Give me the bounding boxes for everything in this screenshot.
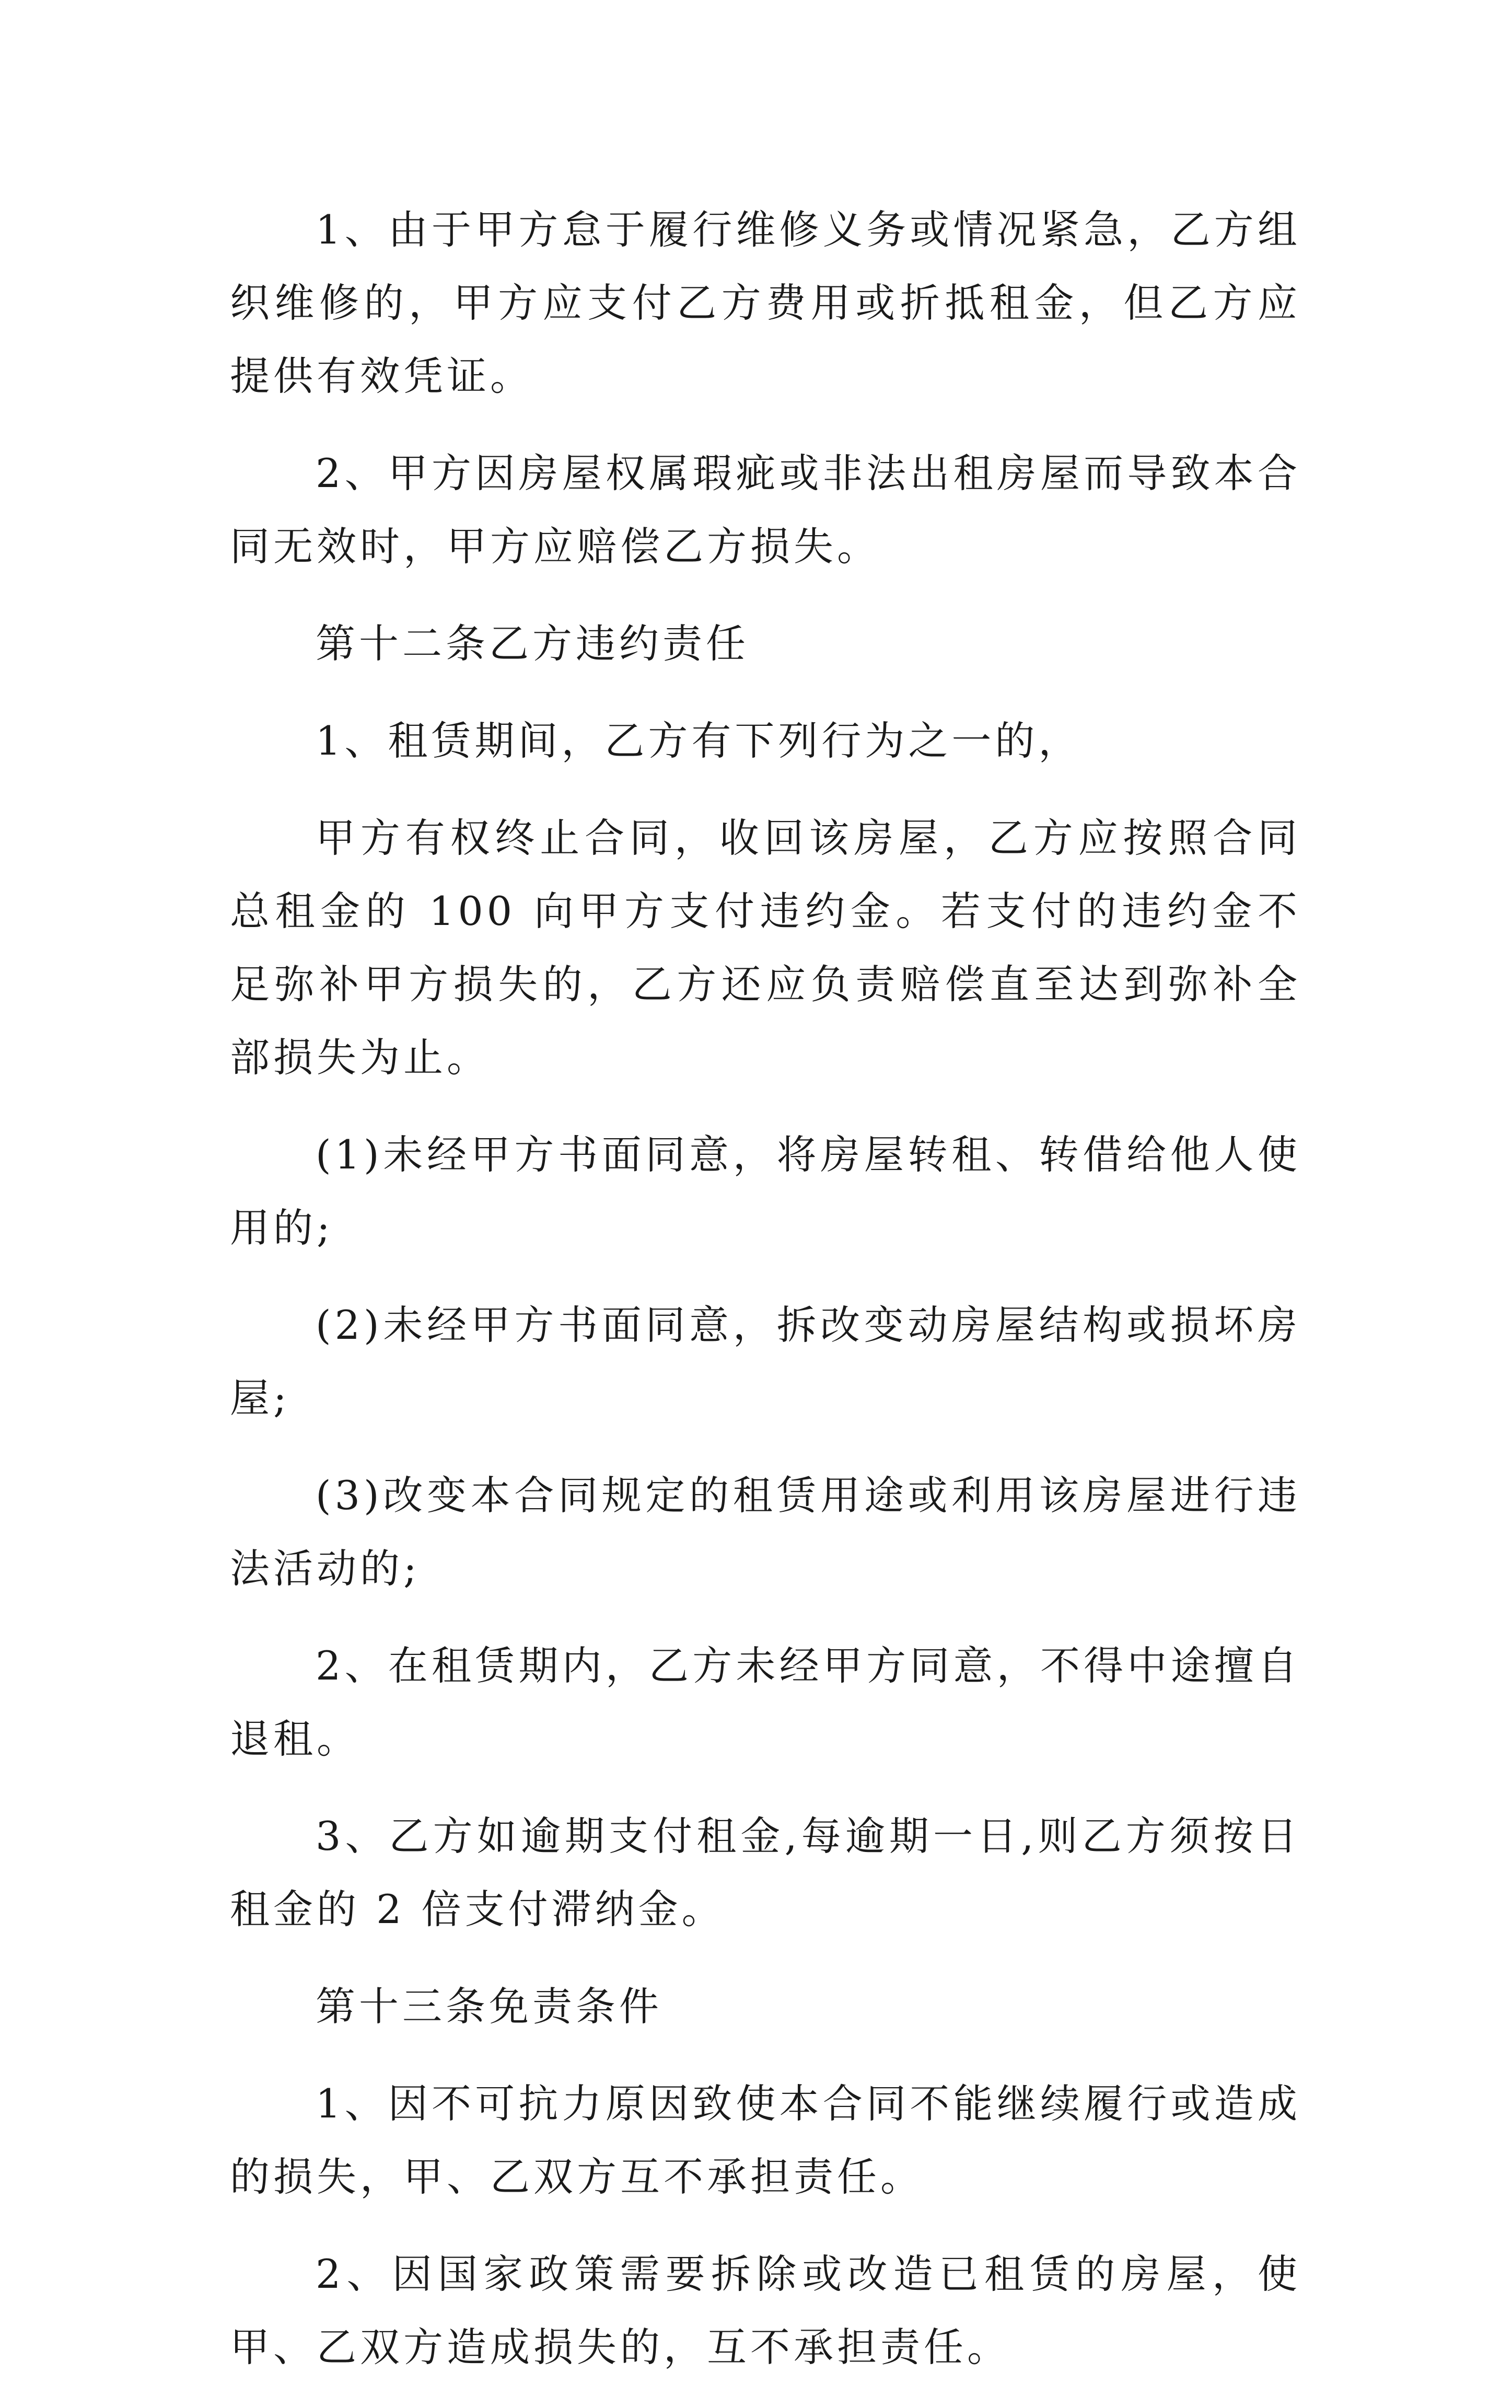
list-item-3: (3)改变本合同规定的租赁用途或利用该房屋进行违法活动的; (230, 1472, 1301, 1592)
paragraph-article-13-item-1: 1、因不可抗力原因致使本合同不能继续履行或造成的损失，甲、乙双方互不承担责任。 (230, 2080, 1301, 2200)
paragraph-article-13-item-2: 2、因国家政策需要拆除或改造已租赁的房屋，使甲、乙双方造成损失的，互不承担责任。 (230, 2251, 1301, 2370)
paragraph-article-12-item-3: 3、乙方如逾期支付租金,每逾期一日,则乙方须按日租金的 2 倍支付滞纳金。 (230, 1813, 1301, 1932)
section-heading-article-12: 第十二条乙方违约责任 (316, 620, 749, 667)
paragraph-article-12-item-1: 1、租赁期间，乙方有下列行为之一的， (316, 717, 1082, 764)
paragraph-termination-rights: 甲方有权终止合同，收回该房屋，乙方应按照合同总租金的 100 向甲方支付违约金。若支付的违约金不足弥补甲方损失的，乙方还应负责赔偿直至达到弥补全部损失为止。 (230, 815, 1301, 1081)
paragraph-clause-1: 1、由于甲方怠于履行维修义务或情况紧急，乙方组织维修的，甲方应支付乙方费用或折抵租金，但乙方应提供有效凭证。 (230, 206, 1301, 399)
list-item-2: (2)未经甲方书面同意，拆改变动房屋结构或损坏房屋; (230, 1302, 1301, 1421)
document-body (230, 193, 1301, 2408)
list-item-1: (1)未经甲方书面同意，将房屋转租、转借给他人使用的; (230, 1131, 1301, 1251)
paragraph-article-12-item-2: 2、在租赁期内，乙方未经甲方同意，不得中途擅自退租。 (230, 1642, 1301, 1762)
paragraph-clause-2: 2、甲方因房屋权属瑕疵或非法出租房屋而导致本合同无效时，甲方应赔偿乙方损失。 (230, 450, 1301, 570)
section-heading-article-13: 第十三条免责条件 (316, 1983, 662, 2030)
